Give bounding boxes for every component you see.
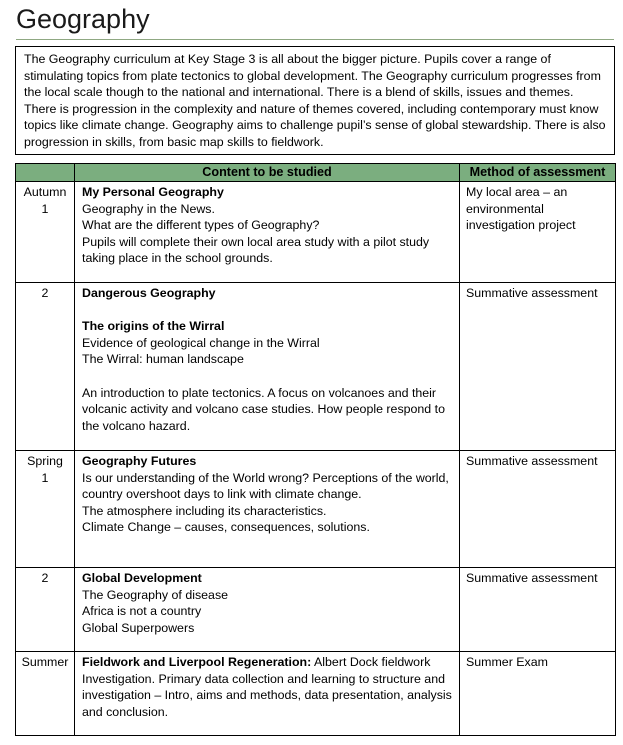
content-line: The atmosphere including its characteristics. xyxy=(82,503,327,518)
page-title: Geography xyxy=(16,4,150,34)
content-cell xyxy=(75,652,460,736)
content-line: Pupils will complete their own local area study with a pilot study taking place in the school grounds. xyxy=(82,234,430,266)
method-cell: Summative assessment xyxy=(460,451,616,568)
term-label: Summer xyxy=(21,655,69,669)
content-line: Albert Dock fieldwork Investigation. Primary data collection and learning to structure and investigation – Intro, aims and methods, data presentation, analysis and conclusion. xyxy=(82,655,452,719)
header-method: Method of assessment xyxy=(460,164,616,182)
table-row xyxy=(16,451,616,568)
term-label: Autumn 1 xyxy=(23,185,67,216)
method-cell: Summative assessment xyxy=(460,568,616,652)
term-cell xyxy=(16,568,75,652)
table-row xyxy=(16,283,616,451)
topic-heading: Dangerous Geography xyxy=(82,286,216,300)
topic-heading: Fieldwork and Liverpool Regeneration: xyxy=(82,655,312,669)
method-cell: My local area – an environmental investigation project xyxy=(460,182,616,283)
title-underline xyxy=(16,39,614,40)
content-line: Is our understanding of the World wrong? Perceptions of the world, country overshoot days to link with climate change. xyxy=(82,470,449,502)
header-term xyxy=(16,164,75,182)
content-cell xyxy=(75,451,460,568)
content-line: Global Superpowers xyxy=(82,620,195,635)
content-line: Evidence of geological change in the Wirral xyxy=(82,335,320,350)
topic-heading: My Personal Geography xyxy=(82,185,224,199)
content-line: An introduction to plate tectonics. A focus on volcanoes and their volcanic activity and volcano case studies. How people respond to the volcano hazard. xyxy=(82,385,445,433)
table-row xyxy=(16,182,616,283)
content-cell xyxy=(75,283,460,451)
term-cell xyxy=(16,283,75,451)
table-header-row xyxy=(16,164,616,182)
topic-heading: Geography Futures xyxy=(82,454,197,468)
method-cell: Summative assessment xyxy=(460,283,616,451)
term-label: 2 xyxy=(41,571,49,585)
spacer xyxy=(82,368,453,385)
intro-paragraph: The Geography curriculum at Key Stage 3 is all about the bigger picture. Pupils cover a range of stimulating topics from plate tectonics to global development. The Geography curriculum progresses from the local scale though to the national and international. There is a blend of skills, issues and themes. There is progression in the complexity and nature of themes covered, including contemporary must know topics like climate change. Geography aims to challenge pupil’s sense of global stewardship. There is also progression in skills, from basic map skills to fieldwork. xyxy=(15,46,615,155)
term-cell xyxy=(16,652,75,736)
term-label: 2 xyxy=(41,286,49,300)
content-line: The Wirral: human landscape xyxy=(82,352,244,367)
term-label: Spring 1 xyxy=(27,454,63,485)
content-cell xyxy=(75,182,460,283)
content-cell xyxy=(75,568,460,652)
content-line: The Geography of disease xyxy=(82,587,229,602)
content-line: Geography in the News. xyxy=(82,201,215,216)
topic-heading: Global Development xyxy=(82,571,202,585)
term-cell xyxy=(16,182,75,283)
header-content: Content to be studied xyxy=(75,164,460,182)
topic-subheading: The origins of the Wirral xyxy=(82,319,225,334)
method-cell: Summer Exam xyxy=(460,652,616,736)
table-row xyxy=(16,652,616,736)
content-line: Africa is not a country xyxy=(82,604,202,619)
spacer xyxy=(82,302,453,319)
content-line: Climate Change – causes, consequences, solutions. xyxy=(82,520,370,535)
curriculum-table xyxy=(15,163,616,736)
content-line: What are the different types of Geography? xyxy=(82,218,320,233)
table-row xyxy=(16,568,616,652)
term-cell xyxy=(16,451,75,568)
